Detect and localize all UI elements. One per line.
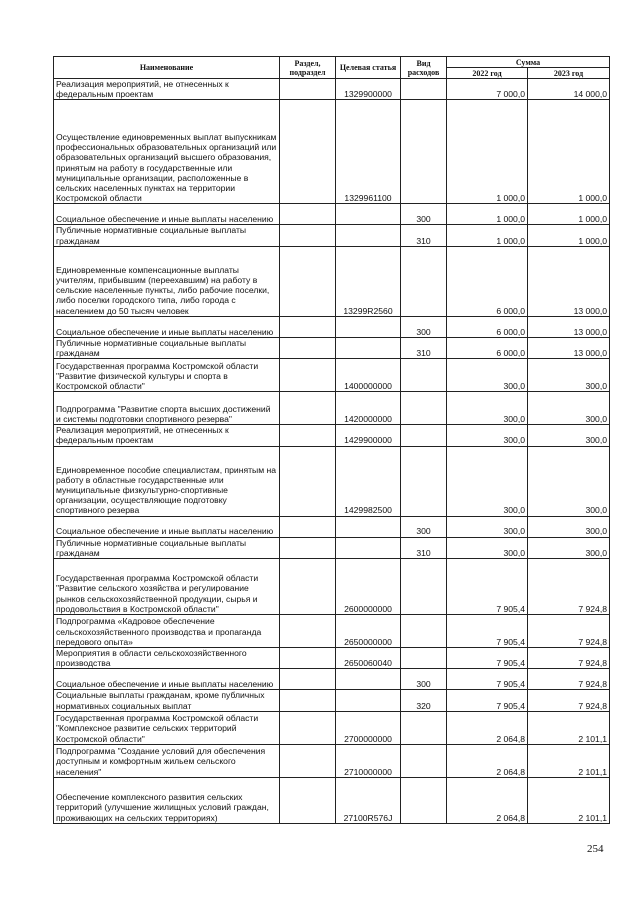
row-name: Социальные выплаты гражданам, кроме публичных нормативных социальных выплат [54,690,280,711]
row-sum-2023: 300,0 [528,516,610,537]
row-target-article: 2650060040 [336,648,401,669]
table-row [54,690,610,711]
row-target-article: 1420000000 [336,392,401,425]
row-sum-2023: 2 101,1 [528,744,610,777]
row-section [280,777,336,823]
table-row [54,100,610,204]
table-row [54,337,610,358]
row-sum-2023: 2 101,1 [528,777,610,823]
row-sum-2022: 1 000,0 [447,225,528,246]
table-row [54,204,610,225]
row-sum-2023: 13 000,0 [528,337,610,358]
row-sum-2023: 7 924,8 [528,648,610,669]
row-section [280,516,336,537]
row-section [280,316,336,337]
row-expense-type: 310 [401,225,447,246]
row-sum-2022: 6 000,0 [447,316,528,337]
row-section [280,246,336,316]
row-expense-type [401,711,447,744]
row-sum-2023: 1 000,0 [528,204,610,225]
row-target-article [336,225,401,246]
row-section [280,559,336,615]
row-section [280,392,336,425]
row-target-article [336,690,401,711]
row-name: Социальное обеспечение и иные выплаты населению [54,669,280,690]
row-sum-2022: 300,0 [447,359,528,392]
row-expense-type [401,744,447,777]
table-row [54,559,610,615]
row-name: Мероприятия в области сельскохозяйственного производства [54,648,280,669]
row-name: Осуществление единовременных выплат выпускникам профессиональных образовательных организаций или образовательных организаций высшего образования, принятым на работу в государственные или муниципальные организации, расположенные в сельских населенных пунктах на территории Костромской области [54,100,280,204]
table-row [54,615,610,648]
table-row [54,777,610,823]
row-name: Публичные нормативные социальные выплаты гражданам [54,537,280,558]
header-expense-type: Вид расходов [401,57,447,79]
row-target-article: 1429900000 [336,425,401,446]
row-section [280,615,336,648]
row-target-article: 1429982500 [336,446,401,516]
row-name: Подпрограмма "Создание условий для обеспечения доступным и комфортным жильем сельского населения" [54,744,280,777]
row-name: Государственная программа Костромской области "Комплексное развитие сельских территорий Костромской области" [54,711,280,744]
row-section [280,446,336,516]
row-expense-type: 300 [401,669,447,690]
row-name: Единовременные компенсационные выплаты учителям, прибывшим (переехавшим) на работу в сельские населенные пункты, либо рабочие поселки, либо поселки городского типа, либо города с населением до 50 тысяч человек [54,246,280,316]
row-target-article: 27100R576J [336,777,401,823]
table-row [54,744,610,777]
row-expense-type [401,446,447,516]
row-sum-2022: 1 000,0 [447,100,528,204]
table-row [54,537,610,558]
row-sum-2022: 7 000,0 [447,79,528,100]
row-expense-type [401,425,447,446]
row-section [280,648,336,669]
table-row [54,316,610,337]
row-sum-2023: 13 000,0 [528,246,610,316]
row-target-article: 2650000000 [336,615,401,648]
row-name: Государственная программа Костромской области "Развитие физической культуры и спорта в Костромской области" [54,359,280,392]
row-sum-2023: 7 924,8 [528,690,610,711]
row-sum-2023: 1 000,0 [528,100,610,204]
row-expense-type: 310 [401,537,447,558]
row-target-article [336,516,401,537]
row-name: Реализация мероприятий, не отнесенных к федеральным проектам [54,425,280,446]
row-target-article: 2710000000 [336,744,401,777]
row-sum-2023: 300,0 [528,446,610,516]
row-sum-2023: 300,0 [528,425,610,446]
row-name: Подпрограмма "Развитие спорта высших достижений и системы подготовки спортивного резерва" [54,392,280,425]
row-target-article [336,316,401,337]
row-expense-type [401,359,447,392]
row-expense-type: 310 [401,337,447,358]
row-sum-2023: 300,0 [528,392,610,425]
row-name: Реализация мероприятий, не отнесенных к федеральным проектам [54,79,280,100]
row-name: Публичные нормативные социальные выплаты гражданам [54,225,280,246]
row-target-article [336,337,401,358]
table-row [54,446,610,516]
row-target-article: 1329961100 [336,100,401,204]
table-row [54,392,610,425]
row-expense-type: 320 [401,690,447,711]
row-name: Социальное обеспечение и иные выплаты населению [54,316,280,337]
row-name: Обеспечение комплексного развития сельских территорий (улучшение жилищных условий граждан, проживающих на сельских территориях) [54,777,280,823]
row-target-article [336,669,401,690]
row-section [280,100,336,204]
table-row [54,669,610,690]
row-name: Государственная программа Костромской области "Развитие сельского хозяйства и регулирование рынков сельскохозяйственной продукции, сырья и продовольствия в Костромской области" [54,559,280,615]
header-sum: Сумма [447,57,610,68]
row-expense-type: 300 [401,316,447,337]
row-sum-2022: 300,0 [447,446,528,516]
row-target-article: 13299R2560 [336,246,401,316]
row-sum-2023: 300,0 [528,537,610,558]
row-section [280,225,336,246]
row-name: Социальное обеспечение и иные выплаты населению [54,516,280,537]
row-section [280,359,336,392]
row-expense-type [401,79,447,100]
row-sum-2023: 1 000,0 [528,225,610,246]
row-sum-2023: 300,0 [528,359,610,392]
row-section [280,711,336,744]
row-sum-2022: 300,0 [447,425,528,446]
table-body [54,79,610,824]
row-name: Подпрограмма «Кадровое обеспечение сельскохозяйственного производства и пропаганда передового опыта» [54,615,280,648]
row-sum-2023: 7 924,8 [528,669,610,690]
row-sum-2022: 7 905,4 [447,559,528,615]
table-row [54,648,610,669]
row-section [280,537,336,558]
row-section [280,204,336,225]
row-target-article: 2700000000 [336,711,401,744]
row-expense-type [401,615,447,648]
row-section [280,337,336,358]
row-target-article [336,204,401,225]
row-section [280,690,336,711]
row-section [280,669,336,690]
row-expense-type: 300 [401,516,447,537]
table-row [54,711,610,744]
row-target-article: 1400000000 [336,359,401,392]
budget-table [53,56,610,824]
row-expense-type [401,777,447,823]
table-row [54,79,610,100]
row-expense-type [401,392,447,425]
row-sum-2022: 300,0 [447,516,528,537]
table-row [54,425,610,446]
row-expense-type [401,648,447,669]
row-sum-2022: 6 000,0 [447,337,528,358]
row-sum-2023: 7 924,8 [528,615,610,648]
row-name: Публичные нормативные социальные выплаты гражданам [54,337,280,358]
header-section: Раздел, подраздел [280,57,336,79]
row-sum-2022: 2 064,8 [447,744,528,777]
row-sum-2023: 14 000,0 [528,79,610,100]
row-target-article [336,537,401,558]
table-row [54,225,610,246]
row-sum-2022: 2 064,8 [447,711,528,744]
row-sum-2022: 1 000,0 [447,204,528,225]
table-row [54,246,610,316]
table-header [54,57,610,79]
row-sum-2022: 2 064,8 [447,777,528,823]
row-sum-2023: 7 924,8 [528,559,610,615]
row-sum-2022: 6 000,0 [447,246,528,316]
table-row [54,359,610,392]
row-sum-2023: 2 101,1 [528,711,610,744]
row-expense-type [401,559,447,615]
row-section [280,425,336,446]
row-sum-2023: 13 000,0 [528,316,610,337]
row-name: Социальное обеспечение и иные выплаты населению [54,204,280,225]
row-expense-type: 300 [401,204,447,225]
row-sum-2022: 7 905,4 [447,648,528,669]
row-section [280,79,336,100]
header-year-2023: 2023 год [528,68,610,79]
row-name: Единовременное пособие специалистам, принятым на работу в областные государственные или муниципальные физкультурно-спортивные организации, осуществляющие подготовку спортивного резерва [54,446,280,516]
row-target-article: 1329900000 [336,79,401,100]
page-number: 254 [587,843,604,855]
row-expense-type [401,246,447,316]
header-year-2022: 2022 год [447,68,528,79]
row-sum-2022: 7 905,4 [447,615,528,648]
row-sum-2022: 300,0 [447,537,528,558]
row-sum-2022: 7 905,4 [447,669,528,690]
header-name: Наименование [54,57,280,79]
row-sum-2022: 300,0 [447,392,528,425]
row-target-article: 2600000000 [336,559,401,615]
row-sum-2022: 7 905,4 [447,690,528,711]
header-target-article: Целевая статья [336,57,401,79]
row-section [280,744,336,777]
table-row [54,516,610,537]
row-expense-type [401,100,447,204]
